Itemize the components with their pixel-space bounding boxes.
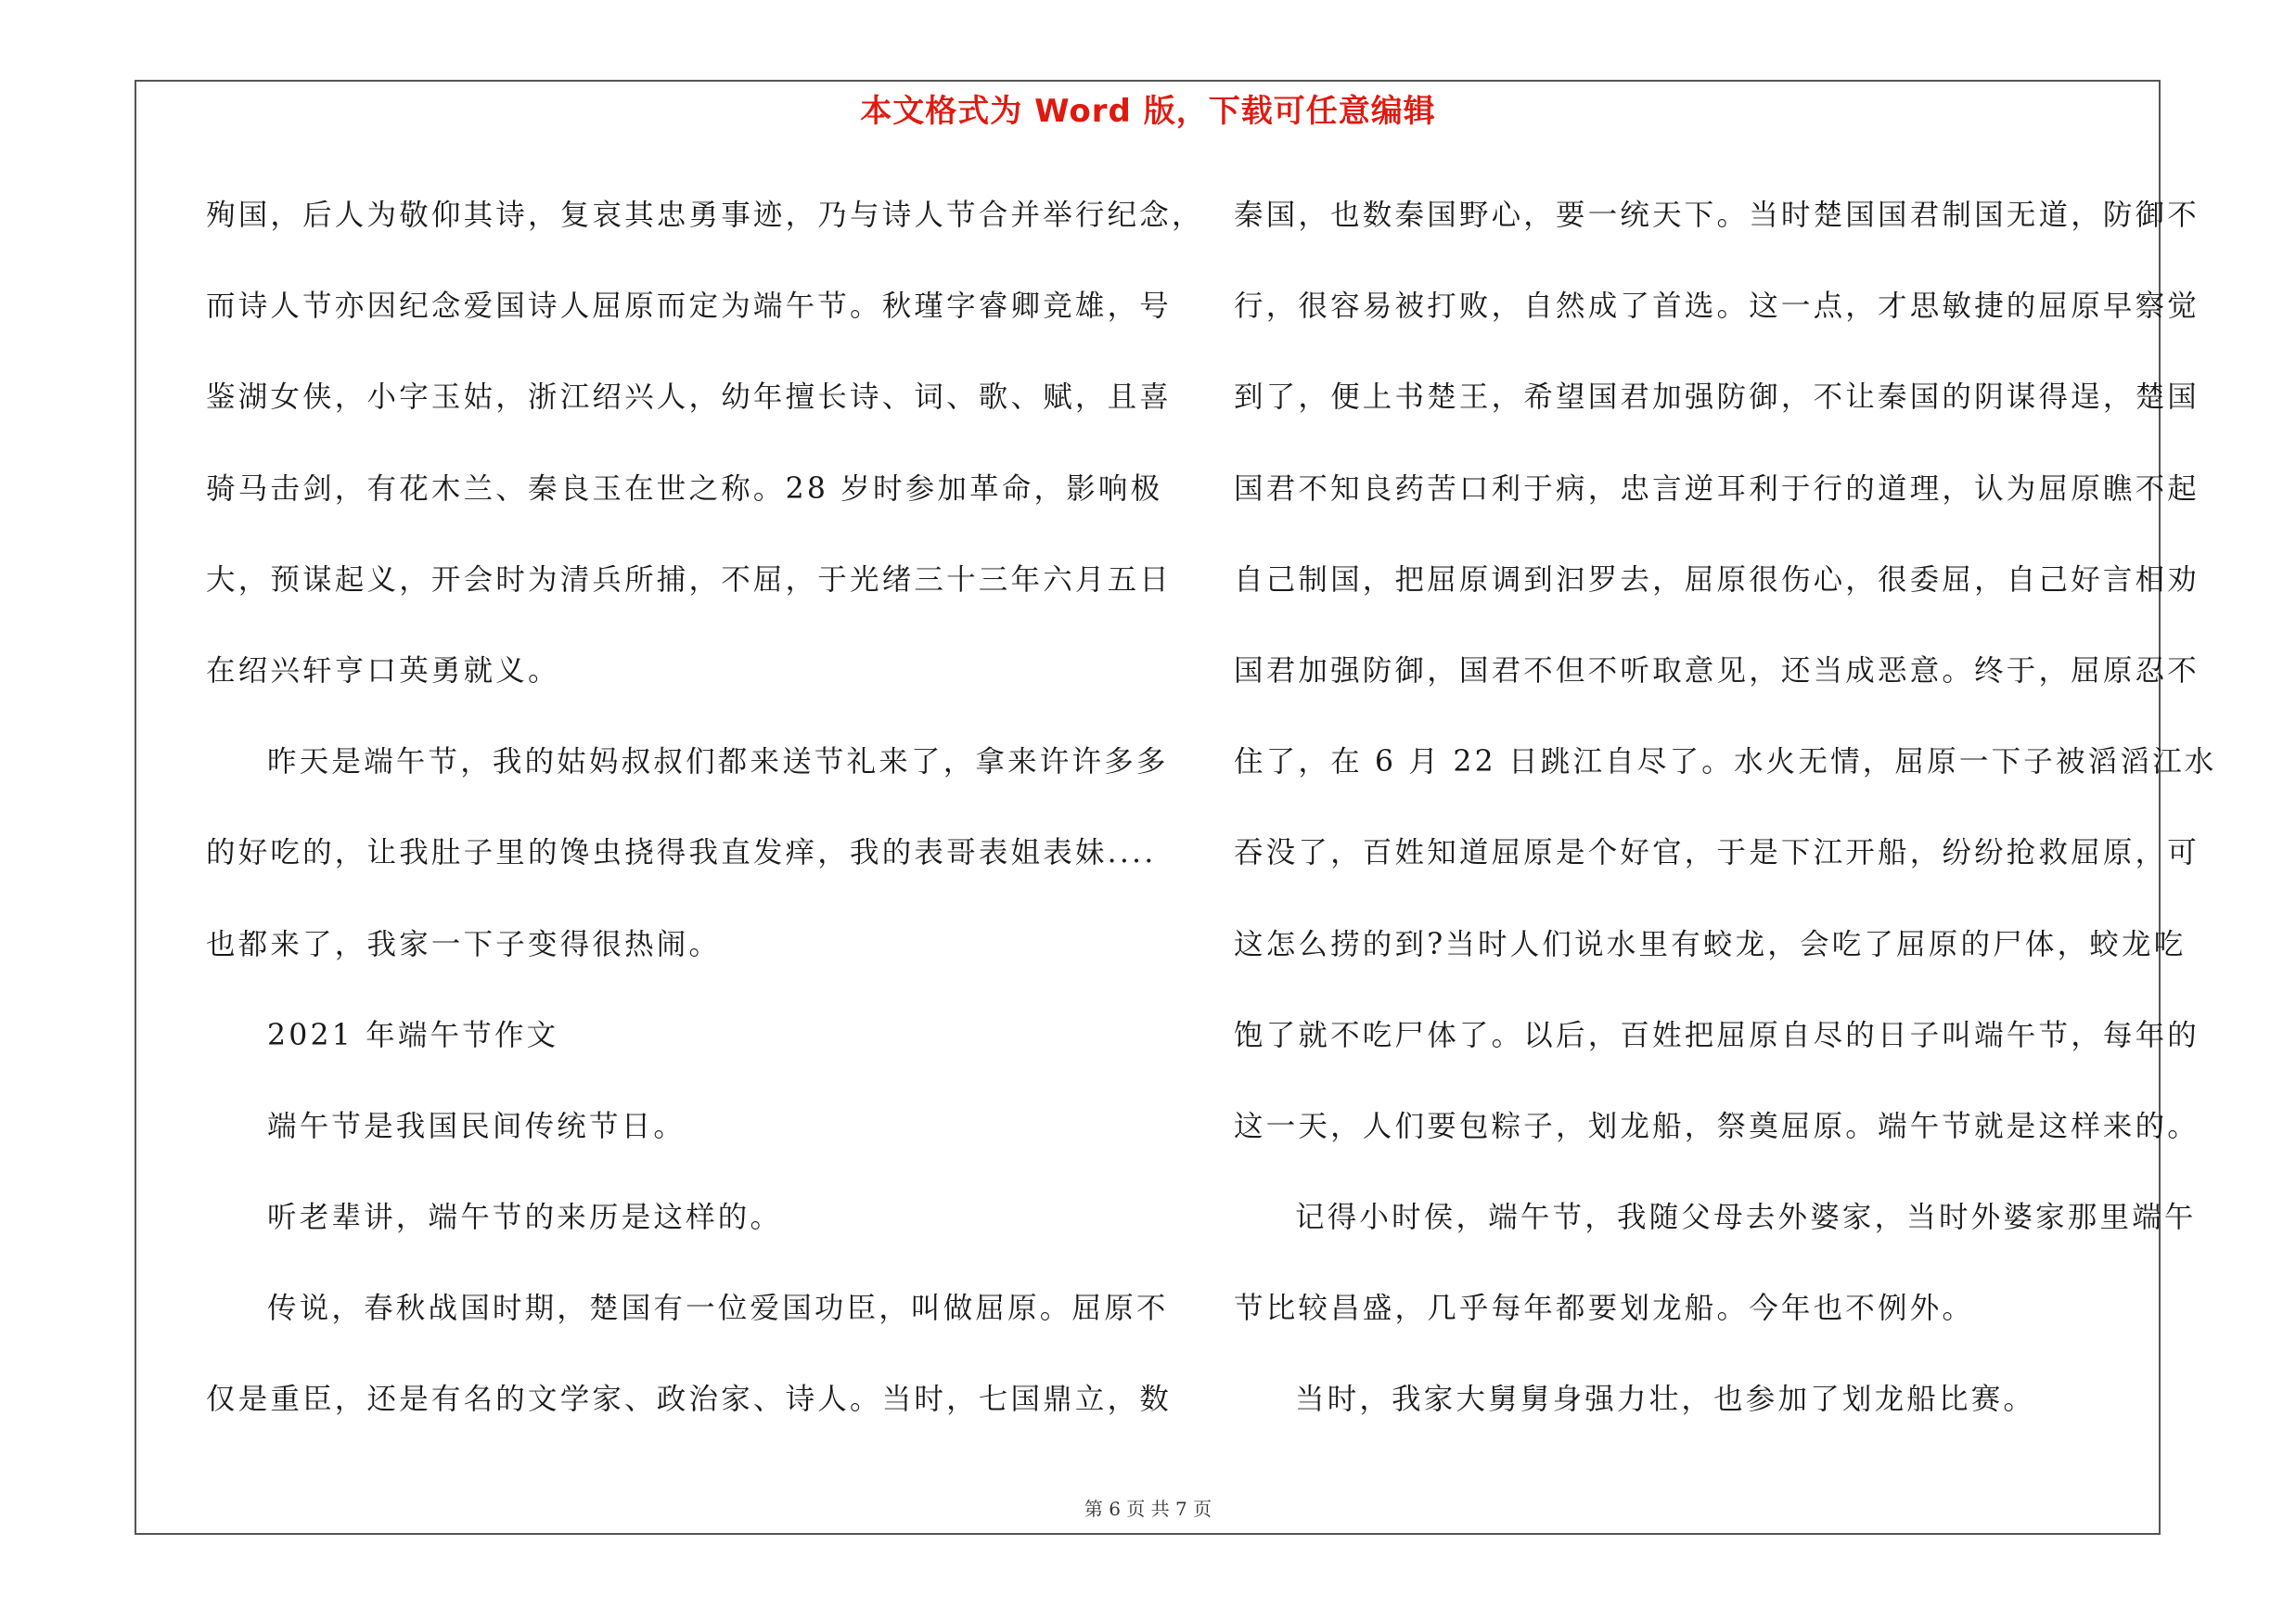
text-line: 到了，便上书楚王，希望国君加强防御，不让秦国的阴谋得逞，楚国: [1234, 380, 2200, 415]
text-line: 行，很容易被打败，自然成了首选。这一点，才思敏捷的屈原早察觉: [1234, 290, 2200, 324]
right-text-column: [1234, 182, 2217, 1458]
text-line: 听老辈讲，端午节的来历是这样的。: [267, 1201, 783, 1235]
left-text-column: [206, 182, 1204, 1458]
text-line: 也都来了，我家一下子变得很热闹。: [206, 927, 722, 961]
text-line: 饱了就不吃尸体了。以后，百姓把屈原自尽的日子叫端午节，每年的: [1234, 1018, 2200, 1052]
text-line: 吞没了，百姓知道屈原是个好官，于是下江开船，纷纷抢救屈原，可: [1234, 836, 2200, 870]
text-line: 而诗人节亦因纪念爱国诗人屈原而定为端午节。秋瑾字睿卿竞雄，号: [206, 290, 1173, 324]
text-line: 这怎么捞的到?当时人们说水里有蛟龙，会吃了屈原的尸体，蛟龙吃: [1234, 927, 2187, 961]
text-line: 国君不知良药苦口利于病，忠言逆耳利于行的道理，认为屈原瞧不起: [1234, 471, 2200, 506]
text-line: 昨天是端午节，我的姑妈叔叔们都来送节礼来了，拿来许许多多: [267, 745, 1169, 779]
text-line: 骑马击剑，有花木兰、秦良玉在世之称。28 岁时参加革命，影响极: [206, 471, 1163, 506]
text-line: 自己制国，把屈原调到汩罗去，屈原很伤心，很委屈，自己好言相劝: [1234, 562, 2200, 597]
text-line: 秦国，也数秦国野心，要一统天下。当时楚国国君制国无道，防御不: [1234, 199, 2200, 232]
page-footer: 第 6 页 共 7 页: [1084, 1498, 1212, 1520]
text-line: 当时，我家大舅舅身强力壮，也参加了划龙船比赛。: [1295, 1383, 2036, 1417]
text-line: 鉴湖女侠，小字玉姑，浙江绍兴人，幼年擅长诗、词、歌、赋，且喜: [206, 380, 1173, 415]
text-line: 记得小时侯，端午节，我随父母去外婆家，当时外婆家那里端午: [1295, 1201, 2197, 1235]
text-line: 这一天，人们要包粽子，划龙船，祭奠屈原。端午节就是这样来的。: [1234, 1109, 2200, 1143]
text-line: 传说，春秋战国时期，楚国有一位爱国功臣，叫做屈原。屈原不: [267, 1292, 1169, 1326]
text-line: 殉国，后人为敬仰其诗，复哀其忠勇事迹，乃与诗人节合并举行纪念，: [206, 199, 1204, 232]
text-line: 端午节是我国民间传统节日。: [267, 1109, 686, 1143]
text-line: 仅是重臣，还是有名的文学家、政治家、诗人。当时，七国鼎立，数: [206, 1383, 1173, 1417]
header-banner: 本文格式为 Word 版，下载可任意编辑: [860, 93, 1436, 130]
text-line: 国君加强防御，国君不但不听取意见，还当成恶意。终于，屈原忍不: [1234, 653, 2200, 688]
text-line: 在绍兴轩亨口英勇就义。: [206, 653, 560, 688]
text-line: 2021 年端午节作文: [267, 1018, 559, 1052]
text-line: 大，预谋起义，开会时为清兵所捕，不屈，于光绪三十三年六月五日: [206, 562, 1173, 597]
text-line: 的好吃的，让我肚子里的馋虫挠得我直发痒，我的表哥表姐表妹....: [206, 836, 1157, 870]
text-line: 节比较昌盛，几乎每年都要划龙船。今年也不例外。: [1234, 1292, 1975, 1326]
text-line: 住了，在 6 月 22 日跳江自尽了。水火无情，屈原一下子被滔滔江水: [1234, 745, 2217, 779]
